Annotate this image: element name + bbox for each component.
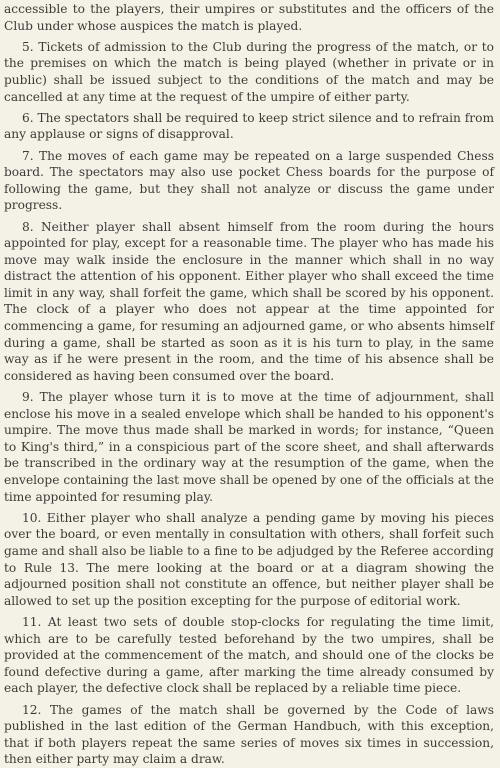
paragraph-rule-8: 8. Neither player shall absent himself from the room during the hours appointed for play, except for a reasonable time. The player who has made his move may walk inside the enclosure in the manner which shall in no way distract the attention of his opponent. Either player who shall exceed the time limit in any way, shall forfeit the game, which shall be scored by his opponent. The clock of a player who does not appear at the time appointed for commencing a game, for resuming an adjourned game, or who absents himself during a game, shall be started as soon as it is his turn to play, in the same way as if he were present in the room, and the time of his absence shall be considered as having been consumed over the board. bbox=[4, 219, 494, 383]
paragraph-rule-9: 9. The player whose turn it is to move at the time of adjournment, shall enclose his move in a sealed envelope which shall be handed to his opponent's umpire. The move thus made shall be marked in words; for instance, “Queen to King's third,” in a conspicious part of the score sheet, and shall afterwards be transcribed in the ordinary way at the resumption of the game, when the envelope containing the last move shall be opened by one of the officials at the time appointed for resuming play. bbox=[4, 390, 494, 504]
paragraph-rule-11: 11. At least two sets of double stop-clocks for regulating the time limit, which are to be carefully tested beforehand by the two umpires, shall be provided at the commencement of the match, and should one of the clocks be found defective during a game, after marking the time already consumed by each player, the defective clock shall be replaced by a reliable time piece. bbox=[4, 614, 494, 696]
paragraph-rule-7: 7. The moves of each game may be repeated on a large suspended Chess board. The spectators may also use pocket Chess boards for the purpose of following the game, but they shall not analyze or discuss the game under progress. bbox=[4, 148, 494, 213]
paragraph-rule-6: 6. The spectators shall be required to keep strict silence and to refrain from any applause or signs of disapproval. bbox=[4, 110, 494, 142]
paragraph-continuation: accessible to the players, their umpires or substitutes and the officers of the Club under whose auspices the match is played. bbox=[4, 2, 494, 33]
paragraph-rule-12: 12. The games of the match shall be governed by the Code of laws published in the last edition of the German Handbuch, with this exception, that if both players repeat the same series of moves six times in succession, then either party may claim a draw. bbox=[4, 702, 494, 767]
paragraph-rule-5: 5. Tickets of admission to the Club during the progress of the match, or to the premises on which the match is being played (whether in private or in public) shall be issued subject to the conditions of the match and may be cancelled at any time at the request of the umpire of either party. bbox=[4, 39, 494, 104]
paragraph-rule-10: 10. Either player who shall analyze a pending game by moving his pieces over the board, or even mentally in consultation with others, shall forfeit such game and shall also be liable to a fine to be adjudged by the Referee according to Rule 13. The mere looking at the board or at a diagram showing the adjourned position shall not constitute an offence, but neither player shall be allowed to set up the position excepting for the purpose of editorial work. bbox=[4, 510, 494, 608]
